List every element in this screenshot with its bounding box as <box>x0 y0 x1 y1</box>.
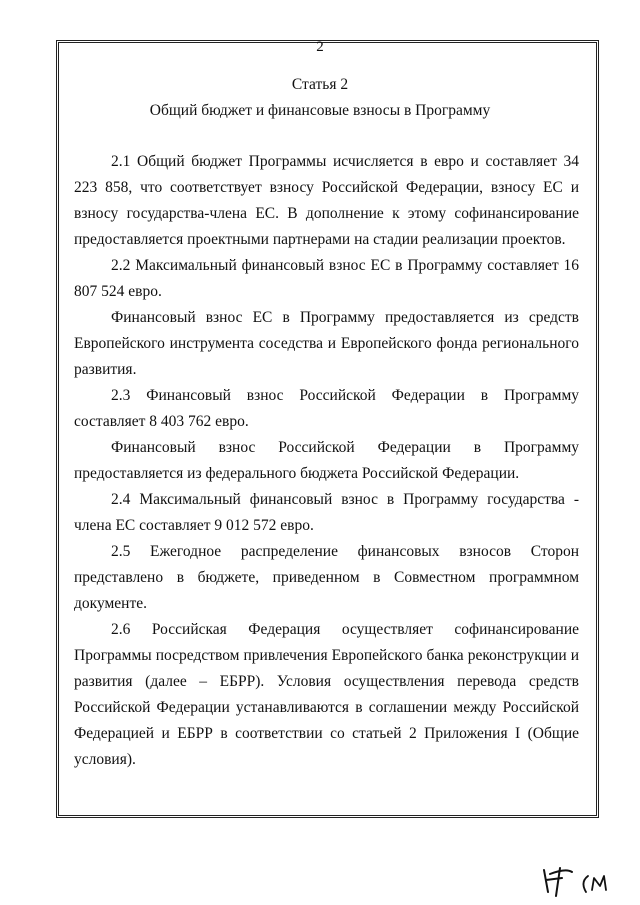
article-subtitle: Общий бюджет и финансовые взносы в Программу <box>149 102 491 119</box>
handwritten-initials-icon <box>536 862 618 900</box>
paragraph-2-5: 2.5 Ежегодное распределение финансовых взносов Сторон представлено в бюджете, приведенном в Совместном программном документе. <box>74 543 579 612</box>
paragraph-2-1: 2.1 Общий бюджет Программы исчисляется в евро и составляет 34 223 858, что соответствует взносу Российской Федерации, взносу ЕС и взносу государства-члена ЕС. В дополнение к этому софинансирование предоставляется проектными партнерами на стадии реализации проектов. <box>74 153 579 248</box>
paragraph-rf-contribution-source: Финансовый взнос Российской Федерации в Программу предоставляется из федерального бюджета Российской Федерации. <box>74 439 579 482</box>
paragraph-2-4: 2.4 Максимальный финансовый взнос в Программу государства - члена ЕС составляет 9 012 572 евро. <box>74 491 579 534</box>
page-number: 2 <box>316 39 324 55</box>
document-body <box>74 149 579 773</box>
paragraph-eu-contribution-source: Финансовый взнос ЕС в Программу предоставляется из средств Европейского инструмента соседства и Европейского фонда регионального развития. <box>74 309 579 378</box>
paragraph-2-6: 2.6 Российская Федерация осуществляет софинансирование Программы посредством привлечения Европейского банка реконструкции и развития (далее – ЕБРР). Условия осуществления перевода средств Российской Федерации устанавливаются в соглашении между Российской Федерацией и ЕБРР в соответствии со статьей 2 Приложения I (Общие условия). <box>74 621 579 768</box>
paragraph-2-2: 2.2 Максимальный финансовый взнос ЕС в Программу составляет 16 807 524 евро. <box>74 257 579 300</box>
paragraph-2-3: 2.3 Финансовый взнос Российской Федерации в Программу составляет 8 403 762 евро. <box>74 387 579 430</box>
article-title: Статья 2 <box>291 76 349 93</box>
